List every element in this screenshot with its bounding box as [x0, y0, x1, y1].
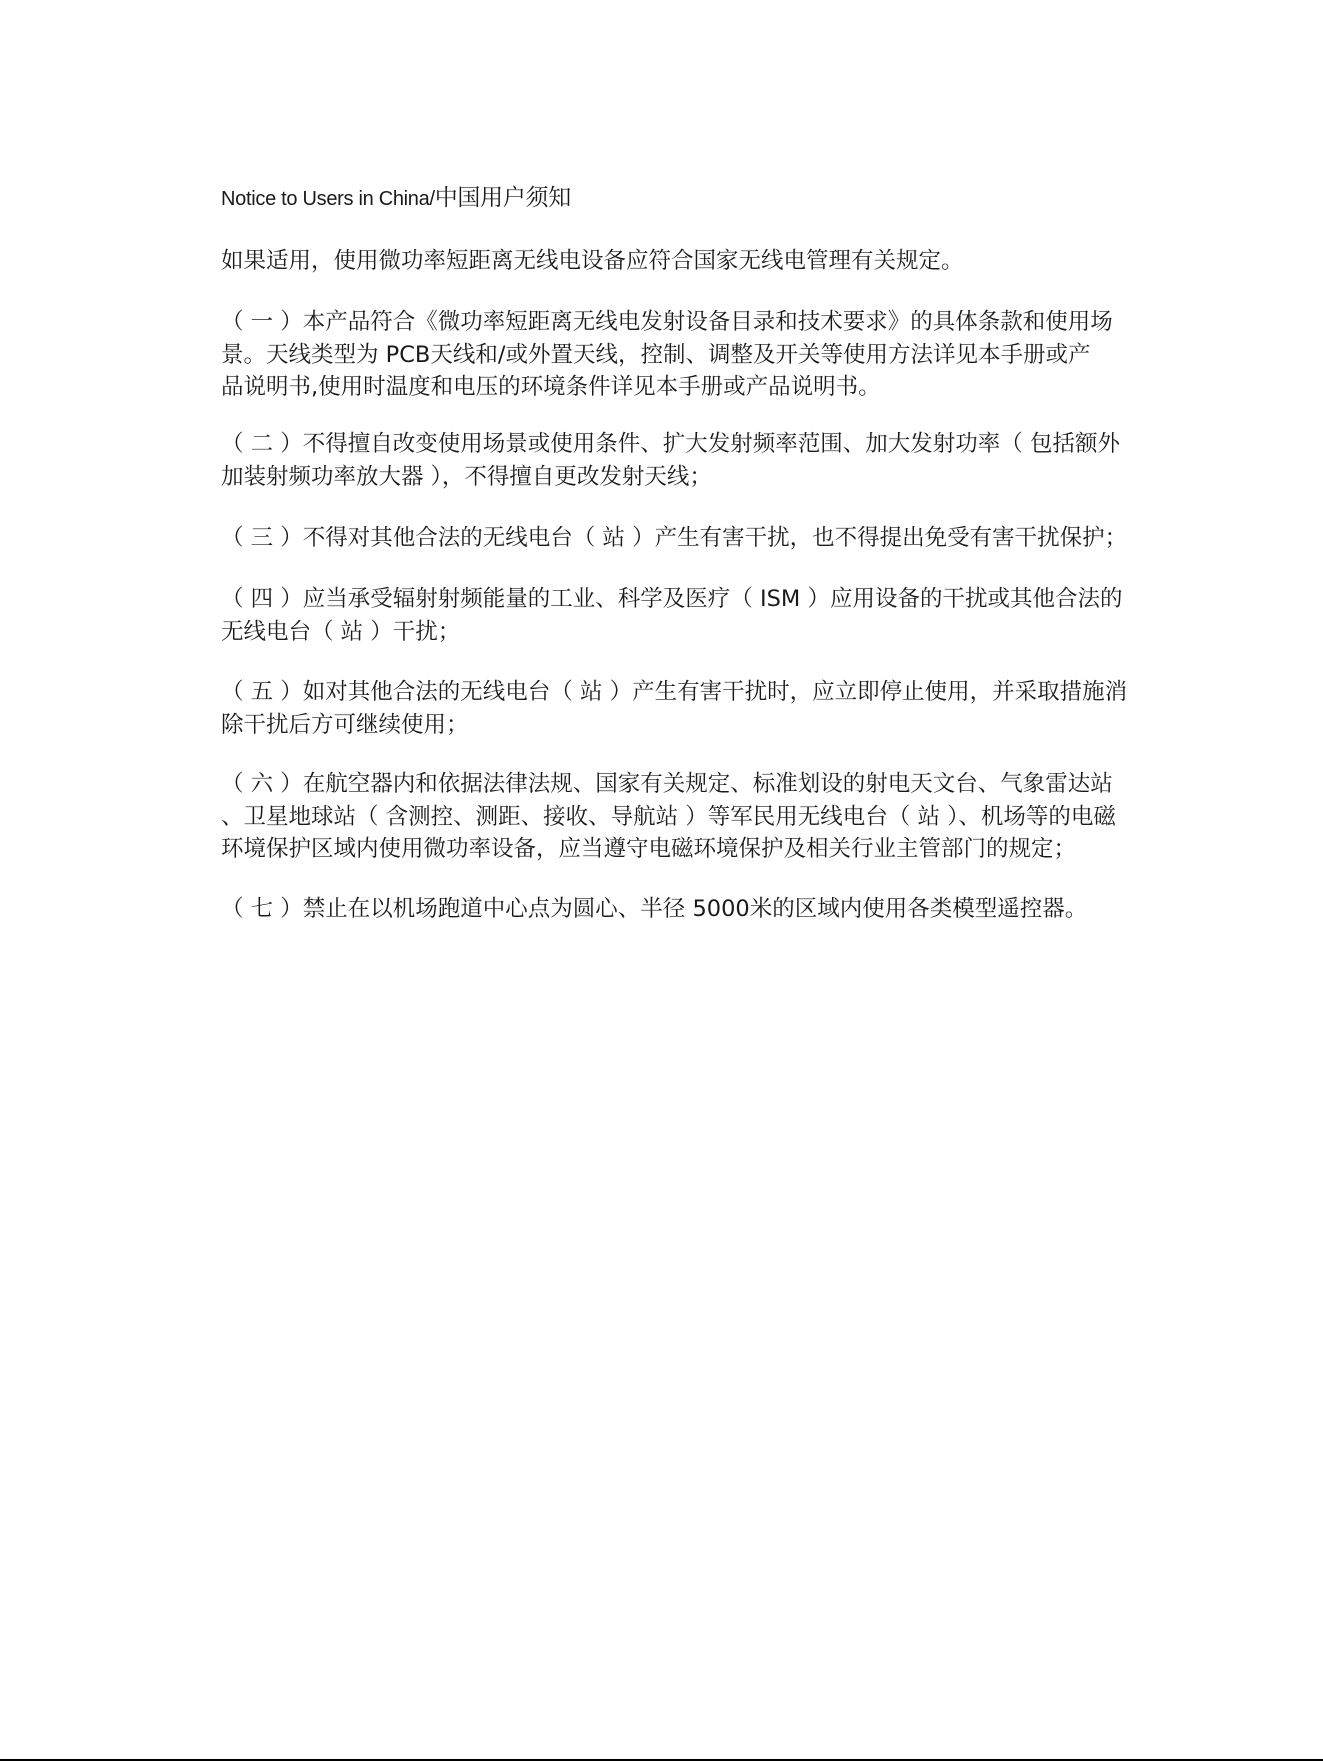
clause-line: 无线电台（ 站 ）干扰； — [221, 618, 461, 645]
clause-line: 景。天线类型为 PCB天线和/或外置天线，控制、调整及开关等使用方法详见本手册或产 — [221, 341, 1091, 368]
clause-line: （ 四 ）应当承受辐射射频能量的工业、科学及医疗（ ISM ）应用设备的干扰或其他合法的 — [221, 586, 1123, 612]
clause-line: 品说明书,使用时温度和电压的环境条件详见本手册或产品说明书。 — [221, 374, 881, 400]
notice-intro-paragraph: 如果适用，使用微功率短距离无线电设备应符合国家无线电管理有关规定。 — [221, 248, 964, 274]
clause-line: （ 二 ）不得擅自改变使用场景或使用条件、扩大发射频率范围、加大发射功率（ 包括额外 — [221, 431, 1120, 457]
clause-line: （ 一 ）本产品符合《微功率短距离无线电发射设备目录和技术要求》的具体条款和使用场 — [221, 309, 1113, 335]
clause-line: 环境保护区域内使用微功率设备，应当遵守电磁环境保护及相关行业主管部门的规定； — [221, 836, 1077, 862]
clause-line: 、卫星地球站（ 含测控、测距、接收、导航站 ）等军民用无线电台（ 站 ）、机场等的电磁 — [221, 803, 1116, 830]
notice-title — [221, 183, 571, 214]
clause-line: （ 七 ）禁止在以机场跑道中心点为圆心、半径 5000米的区域内使用各类模型遥控器。 — [221, 896, 1088, 922]
clause-line: （ 六 ）在航空器内和依据法律法规、国家有关规定、标准划设的射电天文台、气象雷达站 — [221, 771, 1113, 797]
clause-line: 除干扰后方可继续使用； — [221, 711, 469, 738]
clause-6 — [221, 768, 1226, 866]
clause-3 — [221, 522, 1226, 555]
clause-5 — [221, 676, 1226, 741]
notice-title-chinese: 中国用户须知 — [434, 185, 571, 211]
notice-document — [221, 0, 1226, 1761]
clause-line: （ 三 ）不得对其他合法的无线电台（ 站 ）产生有害干扰，也不得提出免受有害干扰保护； — [221, 525, 1128, 551]
clause-line: 加装射频功率放大器 ），不得擅自更改发射天线； — [221, 463, 712, 490]
clause-1 — [221, 306, 1226, 404]
notice-title-english: Notice to Users in China/ — [221, 188, 435, 210]
clause-2 — [221, 428, 1226, 493]
clause-4 — [221, 583, 1226, 648]
clause-line: （ 五 ）如对其他合法的无线电台（ 站 ）产生有害干扰时，应立即停止使用，并采取措施消 — [221, 679, 1128, 705]
clause-7 — [221, 893, 1226, 926]
